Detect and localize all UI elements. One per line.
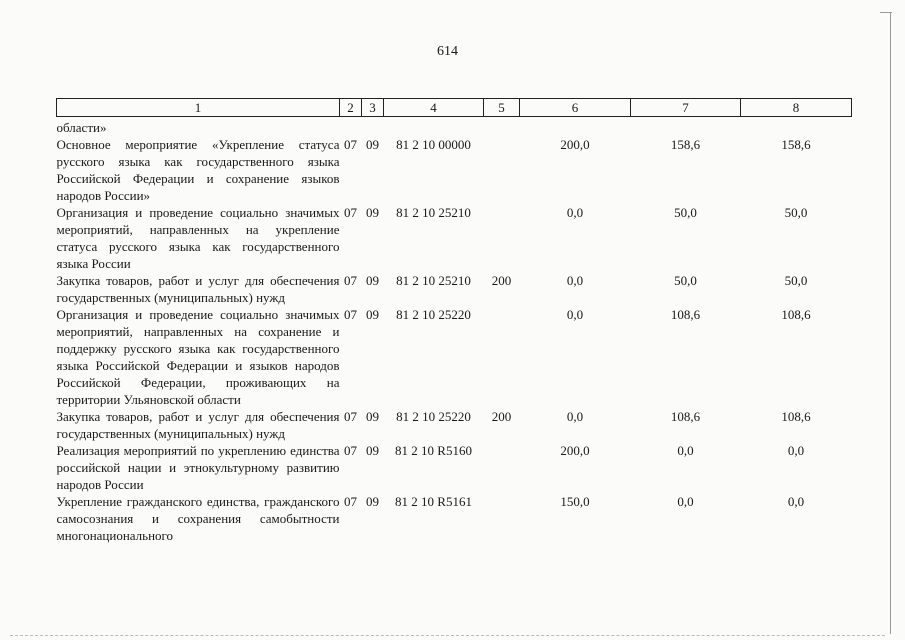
table-header-row	[57, 99, 852, 117]
row-value-6: 0,0	[566, 409, 584, 424]
row-pr: 09	[366, 307, 379, 322]
row-value-7: 108,6	[670, 409, 701, 424]
header-col-7: 7	[631, 99, 741, 117]
row-csr: 81 2 10 R5160	[395, 443, 472, 458]
row-csr: 81 2 10 00000	[396, 137, 471, 152]
table-row	[57, 306, 852, 408]
row-pr	[362, 117, 384, 137]
header-col-4: 4	[384, 99, 484, 117]
row-value-8: 108,6	[781, 307, 811, 322]
row-vr: 200	[491, 409, 512, 424]
row-value-7: 108,6	[670, 307, 701, 322]
page-edge-right	[890, 12, 891, 634]
row-value-8: 158,6	[781, 137, 811, 152]
header-col-1: 1	[57, 99, 340, 117]
table-row	[57, 442, 852, 493]
row-name: Укрепление гражданского единства, гражданского самосознания и сохранения самобытности многонационального	[56, 494, 340, 543]
row-csr: 81 2 10 25220	[396, 307, 471, 322]
row-vr	[484, 442, 520, 493]
row-value-7: 50,0	[674, 205, 697, 220]
row-value-6: 200,0	[560, 137, 590, 152]
row-name: Организация и проведение социально значимых мероприятий, направленных на укрепление статуса русского языка как государственного языка России	[56, 205, 340, 271]
row-rz: 07	[344, 409, 357, 424]
row-vr	[484, 306, 520, 408]
row-name: Основное мероприятие «Укрепление статуса русского языка как государственного языка Российской Федерации и сохранение языков народов России»	[56, 137, 340, 203]
table-row	[57, 136, 852, 204]
table-row	[57, 117, 852, 137]
row-value-6: 0,0	[566, 273, 584, 288]
row-name: Организация и проведение социально значимых мероприятий, направленных на сохранение и поддержку русского языка как государственного языка Российской Федерации и языков народов Российской Федерации, проживающих на территории Ульяновской области	[56, 307, 340, 407]
row-value-7: 158,6	[670, 137, 701, 152]
header-col-8: 8	[741, 99, 852, 117]
row-rz: 07	[344, 137, 357, 152]
budget-table	[56, 98, 852, 544]
row-csr: 81 2 10 R5161	[395, 494, 472, 509]
row-name: Закупка товаров, работ и услуг для обеспечения государственных (муниципальных) нужд	[56, 273, 340, 305]
row-value-8: 50,0	[784, 273, 808, 288]
row-value-6: 200,0	[560, 443, 590, 458]
row-rz: 07	[344, 443, 357, 458]
row-rz: 07	[344, 205, 357, 220]
header-col-6: 6	[520, 99, 631, 117]
row-name: Реализация мероприятий по укреплению единства российской нации и этнокультурному развитию народов России	[56, 443, 340, 492]
row-value-7: 50,0	[674, 273, 697, 288]
row-value-8: 108,6	[781, 409, 811, 424]
row-value-6: 0,0	[566, 205, 584, 220]
header-col-5: 5	[484, 99, 520, 117]
row-csr: 81 2 10 25210	[396, 205, 471, 220]
row-value-6	[520, 117, 631, 137]
row-value-8: 0,0	[787, 443, 805, 458]
row-csr: 81 2 10 25210	[396, 273, 471, 288]
row-rz: 07	[344, 494, 357, 509]
page-edge-bottom	[10, 635, 885, 636]
row-pr: 09	[366, 273, 379, 288]
table-row	[57, 272, 852, 306]
row-vr: 200	[491, 273, 512, 288]
row-value-8: 0,0	[787, 494, 805, 509]
table-row	[57, 493, 852, 544]
row-pr: 09	[366, 409, 379, 424]
header-col-2: 2	[340, 99, 362, 117]
row-csr: 81 2 10 25220	[396, 409, 471, 424]
table-row	[57, 408, 852, 442]
row-vr	[484, 117, 520, 137]
row-csr	[384, 117, 484, 137]
row-value-8	[741, 117, 852, 137]
row-vr	[484, 136, 520, 204]
row-vr	[484, 493, 520, 544]
row-value-6: 150,0	[560, 494, 590, 509]
row-value-8: 50,0	[784, 205, 808, 220]
row-vr	[484, 204, 520, 272]
row-value-7: 0,0	[677, 443, 694, 458]
table-row	[57, 204, 852, 272]
row-pr: 09	[366, 494, 379, 509]
row-value-7	[631, 117, 741, 137]
row-value-7: 0,0	[677, 494, 694, 509]
row-pr: 09	[366, 205, 379, 220]
row-name: Закупка товаров, работ и услуг для обеспечения государственных (муниципальных) нужд	[56, 409, 340, 441]
row-rz: 07	[344, 273, 357, 288]
row-pr: 09	[366, 443, 379, 458]
row-pr: 09	[366, 137, 379, 152]
row-value-6: 0,0	[566, 307, 584, 322]
row-name: области»	[56, 120, 107, 135]
page-number: 614	[437, 44, 458, 59]
row-rz	[340, 117, 362, 137]
header-col-3: 3	[362, 99, 384, 117]
row-rz: 07	[344, 307, 357, 322]
